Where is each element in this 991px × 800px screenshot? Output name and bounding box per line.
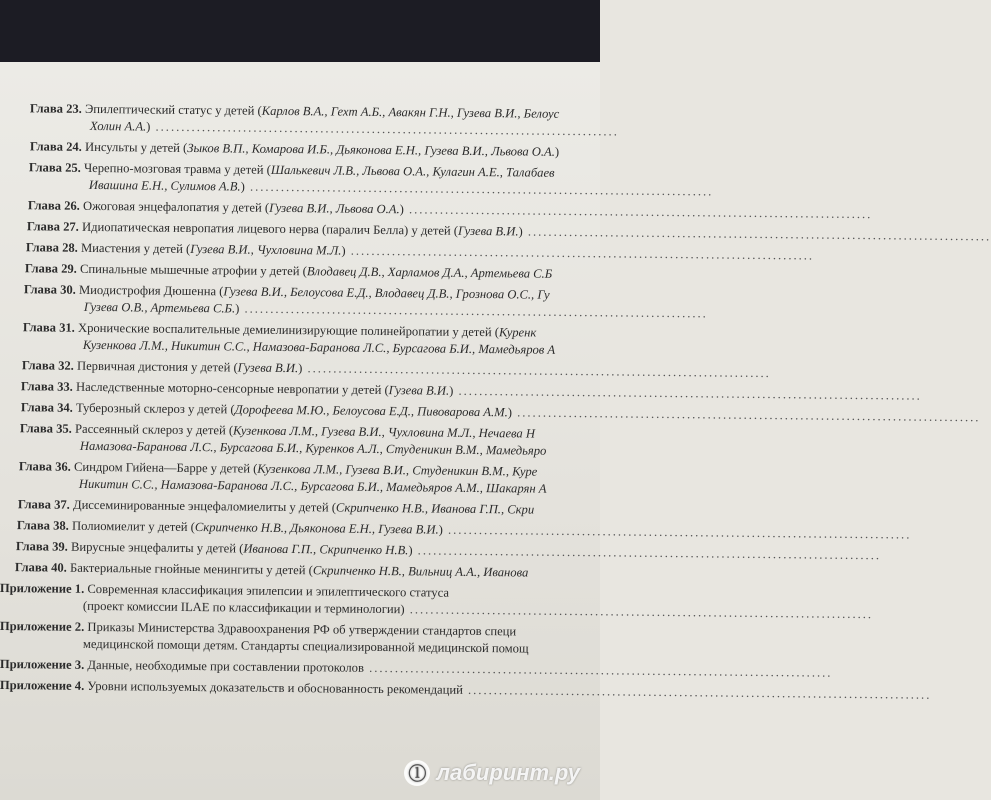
- toc-dot-leader: ..........................................................................................: [302, 361, 771, 381]
- toc-entry-label: Приложение 2.: [0, 618, 85, 634]
- toc-entry-label: Глава 35.: [19, 421, 72, 436]
- toc-entry-title: Диссеминированные энцефаломиелиты у детей (: [72, 497, 337, 515]
- toc-entry-label: Глава 25.: [28, 160, 81, 175]
- watermark-text: лабиринт.ру: [436, 760, 580, 785]
- toc-dot-leader: ..........................................................................................: [244, 179, 714, 199]
- toc-entry-title: Туберозный склероз у детей (: [75, 400, 235, 417]
- toc-entry-title: Первичная дистония у детей (: [76, 358, 238, 375]
- toc-entry-title: Инсульты у детей (: [84, 139, 188, 155]
- toc-entry-authors: Карлов В.А., Гехт А.Б., Авакян Г.Н., Гузева В.И., Белоус: [261, 103, 560, 121]
- toc-entry-label: Глава 26.: [27, 198, 80, 213]
- toc-entry-label: Приложение 3.: [0, 656, 85, 672]
- toc-entry-label: Глава 33.: [20, 379, 73, 394]
- toc-entry-title: (проект комиссии ILAE по классификации и терминологии): [82, 598, 405, 617]
- toc-entry-tail: ): [408, 543, 413, 558]
- toc-dot-leader: ..........................................................................................: [453, 383, 922, 403]
- toc-dot-leader: ..........................................................................................: [363, 660, 833, 680]
- toc-entry-label: Глава 27.: [26, 219, 79, 234]
- toc-dot-leader: ..........................................................................................: [412, 543, 882, 563]
- toc-entry-authors: Кузенкова Л.М., Гузева В.И., Студеникин В.М., Куре: [257, 461, 538, 479]
- toc-entry-authors: Гузева В.И.: [388, 383, 450, 398]
- toc-entry-authors: Дорофеева М.Ю., Белоусова Е.Д., Пивоварова А.М.: [234, 402, 508, 420]
- labirint-logo-icon: ⓛ: [404, 760, 430, 786]
- toc-entry-label: Глава 29.: [24, 261, 77, 276]
- toc-entry-label: Глава 30.: [23, 282, 76, 297]
- toc-entry-title: Приказы Министерства Здравоохранения РФ об утверждении стандартов специ: [87, 619, 517, 639]
- toc-entry-title: Рассеянный склероз у детей (: [74, 421, 234, 438]
- toc-entry-label: Глава 32.: [21, 358, 74, 373]
- toc-entry-authors: Кузенкова Л.М., Гузева В.И., Чухловина М.Л., Нечаева Н: [233, 423, 536, 441]
- toc-entry-authors: Холин А.А.: [89, 118, 147, 134]
- toc-entry-tail: ): [399, 202, 404, 217]
- toc-entry-title: Идиопатическая невропатия лицевого нерва (паралич Белла) у детей (: [81, 219, 459, 238]
- toc-entry-title: медицинской помощи детям. Стандарты специализированной медицинской помощ: [82, 636, 529, 656]
- toc-entry-authors: Гузева В.И.: [457, 223, 519, 239]
- toc-entry-tail: ): [235, 301, 240, 316]
- table-of-contents: [0, 100, 991, 702]
- toc-entry-label: Глава 23.: [29, 101, 82, 116]
- toc-entry-tail: ): [554, 144, 560, 159]
- toc-dot-leader: ..........................................................................................: [239, 301, 708, 321]
- toc-entry-authors: Никитин С.С., Намазова-Баранова Л.С., Бурсагова Б.И., Мамедьяров А.М., Шакарян А: [78, 476, 547, 496]
- toc-entry-authors: Гузева В.И., Белоусова Е.Д., Влодавец Д.В., Грознова О.С., Гу: [223, 284, 550, 302]
- toc-entry-authors: Скрипченко Н.В., Вильниц А.А., Иванова: [312, 563, 529, 580]
- toc-entry-tail: ): [146, 119, 151, 134]
- toc-entry-authors: Куренк: [498, 325, 537, 340]
- toc-entry-authors: Скрипченко Н.В., Иванова Г.П., Скри: [335, 500, 535, 517]
- toc-dot-leader: ..........................................................................................: [442, 522, 912, 542]
- toc-entry-title: Уровни используемых доказательств и обоснованность рекомендаций: [87, 678, 463, 697]
- watermark: [404, 760, 580, 786]
- toc-entry-authors: Гузева В.И., Львова О.А.: [269, 200, 400, 217]
- toc-entry-title: Бактериальные гнойные менингиты у детей (: [69, 560, 313, 578]
- toc-entry-label: Глава 40.: [14, 560, 67, 575]
- toc-entry-tail: ): [438, 522, 443, 537]
- book-page: [0, 62, 991, 800]
- dark-background-strip: [0, 0, 600, 62]
- toc-entry-label: Глава 24.: [29, 139, 82, 154]
- toc-entry-authors: Кузенкова Л.М., Никитин С.С., Намазова-Баранова Л.С., Бурсагова Б.И., Мамедьяров А: [82, 337, 556, 357]
- toc-entry-title: Хронические воспалительные демиелинизирующие полинейропатии у детей (: [77, 320, 500, 340]
- toc-entry-authors: Ивашина Е.Н., Сулимов А.В.: [88, 177, 241, 194]
- toc-dot-leader: ..........................................................................................: [522, 224, 991, 244]
- toc-entry-authors: Намазова-Баранова Л.С., Бурсагова Б.И., Куренков А.Л., Студеникин В.М., Мамедьяро: [79, 438, 547, 458]
- toc-entry-tail: ): [298, 361, 303, 376]
- toc-entry-title: Синдром Гийена—Барре у детей (: [73, 459, 258, 476]
- toc-entry-tail: ): [240, 179, 245, 194]
- toc-entry-authors: Шалькевич Л.В., Львова О.А., Кулагин А.Е., Талабаев: [270, 162, 555, 180]
- toc-entry-title: Полиомиелит у детей (: [71, 518, 195, 535]
- toc-entry-label: Глава 37.: [17, 497, 70, 512]
- toc-entry-label: Приложение 1.: [0, 580, 85, 596]
- toc-entry-authors: Влодавец Д.В., Харламов Д.А., Артемьева С.Б: [306, 264, 553, 281]
- toc-entry-label: Приложение 4.: [0, 677, 85, 693]
- toc-entry-tail: ): [507, 405, 513, 420]
- toc-entry-label: Глава 28.: [25, 240, 78, 255]
- toc-entry-label: Глава 36.: [18, 459, 71, 474]
- toc-entry-authors: Иванова Г.П., Скрипченко Н.В.: [243, 541, 409, 558]
- toc-dot-leader: ..........................................................................................: [462, 682, 932, 702]
- toc-entry-authors: Зыков В.П., Комарова И.Б., Дьяконова Е.Н., Гузева В.И., Львова О.А.: [187, 140, 555, 159]
- toc-entry-title: Современная классификация эпилепсии и эпилептического статуса: [87, 581, 450, 600]
- toc-dot-leader: ..........................................................................................: [511, 405, 981, 425]
- toc-entry-title: Черепно-мозговая травма у детей (: [83, 160, 271, 177]
- toc-entry-label: Глава 39.: [15, 539, 68, 554]
- toc-entry-tail: ): [341, 243, 346, 258]
- toc-entry-authors: Гузева О.В., Артемьева С.Б.: [83, 299, 236, 316]
- toc-entry-tail: ): [518, 224, 523, 239]
- toc-entry-title: Вирусные энцефалиты у детей (: [70, 539, 244, 556]
- toc-entry-title: Данные, необходимые при составлении протоколов: [87, 657, 365, 675]
- toc-entry-title: Миастения у детей (: [80, 240, 191, 256]
- toc-entry-title: Эпилептический статус у детей (: [84, 101, 262, 118]
- toc-entry-title: Миодистрофия Дюшенна (: [78, 282, 224, 299]
- toc-entry-label: Глава 31.: [22, 320, 75, 335]
- toc-entry-authors: Гузева В.И.: [237, 360, 299, 376]
- toc-entry-authors: Скрипченко Н.В., Дьяконова Е.Н., Гузева В.И.: [194, 520, 439, 537]
- toc-dot-leader: ..........................................................................................: [150, 119, 619, 139]
- toc-entry-label: Глава 38.: [16, 518, 69, 533]
- toc-entry-title: Спинальные мышечные атрофии у детей (: [79, 261, 307, 279]
- toc-entry-authors: Гузева В.И., Чухловина М.Л.: [190, 241, 342, 258]
- toc-entry-title: Ожоговая энцефалопатия у детей (: [82, 198, 270, 215]
- toc-entry-title: Наследственные моторно-сенсорные невропатии у детей (: [75, 379, 389, 398]
- toc-entry-tail: ): [449, 383, 454, 398]
- toc-entry-label: Глава 34.: [20, 400, 73, 415]
- toc-dot-leader: ..........................................................................................: [403, 202, 873, 222]
- toc-dot-leader: ..........................................................................................: [345, 243, 815, 263]
- toc-dot-leader: ..........................................................................................: [404, 602, 874, 622]
